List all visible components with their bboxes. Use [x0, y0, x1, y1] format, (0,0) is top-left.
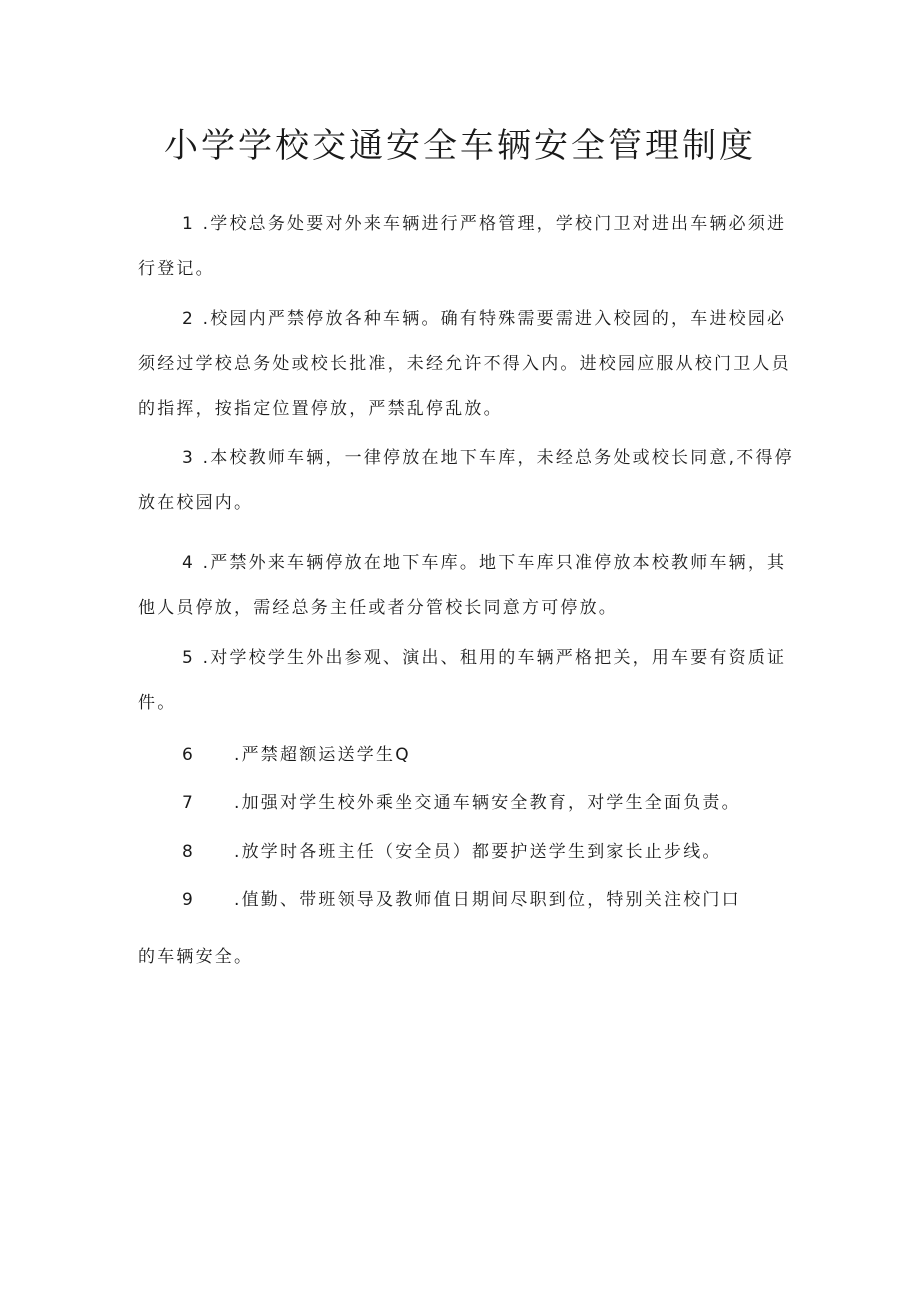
rule-number: 1 [182, 214, 196, 234]
rule-item-4 [138, 541, 798, 631]
document-title: 小学学校交通安全车辆安全管理制度 [164, 126, 756, 166]
rule-item-3 [138, 436, 798, 526]
rule-text: .严禁超额运送学生Q [234, 745, 411, 765]
rule-number: 3 [182, 448, 196, 468]
rule-text: .严禁外来车辆停放在地下车库。地下车库只准停放本校教师车辆，其他人员停放，需经总务主任或者分管校长同意方可停放。 [138, 553, 787, 618]
rule-item-9 [182, 878, 741, 923]
rule-text: .学校总务处要对外来车辆进行严格管理，学校门卫对进出车辆必须进行登记。 [138, 214, 787, 279]
rule-text: .校园内严禁停放各种车辆。确有特殊需要需进入校园的，车进校园必须经过学校总务处或校长批准，未经允许不得入内。进校园应服从校门卫人员的指挥，按指定位置停放，严禁乱停乱放。 [138, 309, 791, 419]
rule-item-2 [138, 297, 798, 432]
rule-item-5 [138, 636, 798, 726]
rule-text: .加强对学生校外乘坐交通车辆安全教育，对学生全面负责。 [234, 793, 741, 813]
rule-number: 6 [182, 745, 196, 765]
rule-text: .放学时各班主任（安全员）都要护送学生到家长止步线。 [234, 842, 722, 862]
rule-number: 7 [182, 793, 196, 813]
rule-item-9-continuation: 的车辆安全。 [138, 947, 254, 967]
rule-item-1 [138, 202, 798, 292]
rule-number: 4 [182, 553, 196, 573]
rule-number: 9 [182, 890, 196, 910]
rule-text: .值勤、带班领导及教师值日期间尽职到位，特别关注校门口 [234, 890, 741, 910]
rule-item-8 [182, 830, 722, 875]
rule-text: .本校教师车辆，一律停放在地下车库，未经总务处或校长同意,不得停放在校园内。 [138, 448, 794, 513]
rule-item-7 [182, 781, 741, 826]
rule-number: 2 [182, 309, 196, 329]
rule-item-6 [182, 733, 411, 778]
rule-text: .对学校学生外出参观、演出、租用的车辆严格把关，用车要有资质证件。 [138, 648, 787, 713]
rule-number: 5 [182, 648, 196, 668]
rule-number: 8 [182, 842, 196, 862]
